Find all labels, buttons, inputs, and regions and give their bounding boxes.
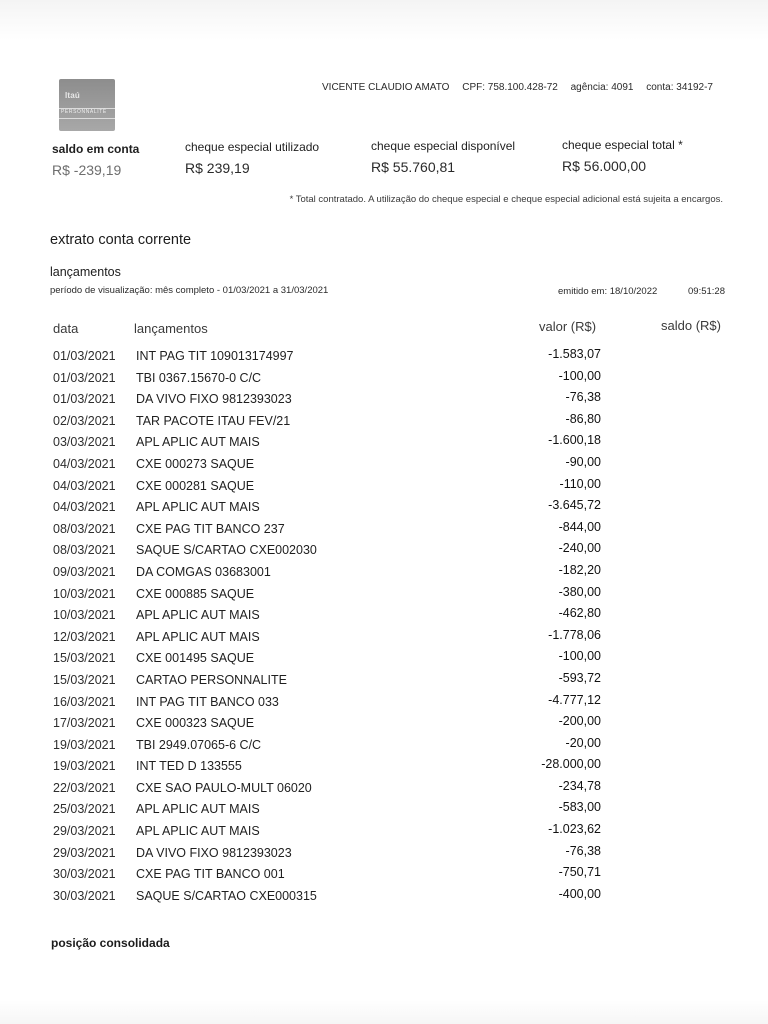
row-description: APL APLIC AUT MAIS [136,500,260,515]
table-row [0,562,768,584]
table-row [0,799,768,821]
row-value: -750,71 [558,865,601,880]
row-date: 03/03/2021 [53,435,116,450]
row-date: 30/03/2021 [53,867,116,882]
row-description: CXE 000281 SAQUE [136,478,255,493]
saldo-summary [52,142,139,178]
section-title: extrato conta corrente [50,232,192,248]
row-date: 25/03/2021 [53,802,116,817]
table-row [0,735,768,757]
emitted-date: emitido em: 18/10/2022 [558,286,658,297]
row-description: APL APLIC AUT MAIS [136,435,260,450]
row-date: 01/03/2021 [53,392,116,407]
row-value: -100,00 [558,368,601,383]
bank-logo [59,79,115,131]
column-header-value: valor (R$) [539,319,597,334]
table-row [0,670,768,692]
row-description: CXE SAO PAULO-MULT 06020 [136,780,312,795]
row-date: 29/03/2021 [53,824,116,839]
table-row [0,778,768,800]
disponivel-value: R$ 55.760,81 [371,159,456,175]
row-value: -200,00 [558,714,601,729]
row-description: DA VIVO FIXO 9812393023 [136,845,292,860]
row-date: 08/03/2021 [53,543,116,558]
row-description: TAR PACOTE ITAU FEV/21 [136,413,291,428]
row-date: 10/03/2021 [53,608,116,623]
row-value: -240,00 [558,541,601,556]
row-description: APL APLIC AUT MAIS [136,802,260,817]
row-description: INT PAG TIT 109013174997 [136,349,294,363]
table-row [0,864,768,886]
consolidated-position-title: posição consolidada [51,936,170,950]
table-row [0,605,768,627]
row-description: CXE 001495 SAQUE [136,651,255,666]
row-date: 29/03/2021 [53,845,116,860]
table-row [0,346,768,368]
table-row [0,476,768,498]
row-description: APL APLIC AUT MAIS [136,629,260,644]
table-row [0,540,768,562]
row-description: CXE 000885 SAQUE [136,586,255,601]
client-agencia: agência: 4091 [570,82,634,93]
row-value: -76,38 [565,390,601,405]
client-info [322,82,713,93]
row-description: CXE 000273 SAQUE [136,456,255,471]
client-name: VICENTE CLAUDIO AMATO [322,82,450,93]
launches-title: lançamentos [50,265,121,279]
client-conta: conta: 34192-7 [646,82,713,93]
row-date: 19/03/2021 [53,737,116,752]
row-description: SAQUE S/CARTAO CXE002030 [136,543,317,558]
column-header-date: data [53,321,79,336]
row-value: -86,80 [565,411,601,426]
row-date: 08/03/2021 [53,521,116,536]
row-value: -462,80 [558,606,601,621]
row-date: 01/03/2021 [53,349,116,363]
table-row [0,648,768,670]
row-date: 15/03/2021 [53,651,116,666]
row-value: -90,00 [565,454,601,469]
emitted-time: 09:51:28 [688,286,725,297]
column-header-description: lançamentos [134,321,208,336]
saldo-label: saldo em conta [52,142,140,156]
row-value: -1.600,18 [548,433,601,448]
row-value: -76,38 [565,843,601,858]
row-description: TBI 0367.15670-0 C/C [136,370,262,385]
table-row [0,519,768,541]
row-date: 01/03/2021 [53,370,116,385]
row-date: 16/03/2021 [53,694,116,709]
row-value: -593,72 [558,670,601,685]
row-date: 04/03/2021 [53,478,116,493]
table-row [0,756,768,778]
row-description: CARTAO PERSONNALITE [136,672,287,687]
row-date: 30/03/2021 [53,888,116,903]
logo-brand: Itaú [65,91,81,100]
row-description: CXE PAG TIT BANCO 237 [136,521,285,536]
row-description: CXE 000323 SAQUE [136,716,255,731]
row-description: TBI 2949.07065-6 C/C [136,737,262,752]
row-date: 02/03/2021 [53,413,116,428]
utilizado-value: R$ 239,19 [185,160,250,176]
row-date: 12/03/2021 [53,629,116,644]
disponivel-label: cheque especial disponível [371,139,516,153]
client-cpf: CPF: 758.100.428-72 [462,82,558,93]
table-row [0,627,768,649]
row-date: 17/03/2021 [53,716,116,731]
row-value: -583,00 [558,800,601,815]
column-header-balance: saldo (R$) [661,318,721,333]
utilizado-label: cheque especial utilizado [185,140,320,154]
row-description: APL APLIC AUT MAIS [136,608,260,623]
row-value: -20,00 [565,735,601,750]
row-description: CXE PAG TIT BANCO 001 [136,867,285,882]
row-description: APL APLIC AUT MAIS [136,824,260,839]
row-description: DA COMGAS 03683001 [136,564,271,579]
total-summary [562,138,683,174]
table-row [0,886,768,908]
row-date: 04/03/2021 [53,500,116,515]
row-date: 22/03/2021 [53,780,116,795]
logo-sub: PERSONNALITÉ [61,109,107,115]
row-date: 15/03/2021 [53,672,116,687]
table-row [0,432,768,454]
row-value: -182,20 [558,562,601,577]
row-value: -400,00 [558,886,601,901]
footnote: * Total contratado. A utilização do cheque especial e cheque especial adicional está sujeita a encargos. [289,194,723,205]
table-row [0,821,768,843]
disponivel-summary [371,139,515,175]
row-value: -100,00 [558,649,601,664]
total-value: R$ 56.000,00 [562,158,647,174]
table-row [0,692,768,714]
period-text: período de visualização: mês completo - 01/03/2021 a 31/03/2021 [50,285,329,296]
row-value: -234,78 [558,778,601,793]
row-description: SAQUE S/CARTAO CXE000315 [136,888,317,903]
row-description: INT TED D 133555 [136,759,242,774]
row-date: 04/03/2021 [53,456,116,471]
table-row [0,584,768,606]
table-row [0,497,768,519]
table-row [0,454,768,476]
saldo-value: R$ -239,19 [52,162,122,178]
row-value: -1.023,62 [548,822,601,837]
row-value: -4.777,12 [548,692,601,707]
utilizado-summary [185,140,319,176]
row-date: 09/03/2021 [53,564,116,579]
total-label: cheque especial total * [562,138,683,152]
table-row [0,713,768,735]
transaction-list [0,346,768,907]
row-value: -28.000,00 [541,757,601,772]
table-row [0,389,768,411]
row-value: -3.645,72 [548,498,601,513]
table-row [0,368,768,390]
row-value: -380,00 [558,584,601,599]
row-value: -844,00 [558,519,601,534]
row-date: 19/03/2021 [53,759,116,774]
row-description: DA VIVO FIXO 9812393023 [136,392,292,407]
row-value: -110,00 [559,476,601,491]
row-value: -1.583,07 [548,347,601,361]
table-row [0,843,768,865]
table-row [0,411,768,433]
row-value: -1.778,06 [548,627,601,642]
row-description: INT PAG TIT BANCO 033 [136,694,279,709]
row-date: 10/03/2021 [53,586,116,601]
